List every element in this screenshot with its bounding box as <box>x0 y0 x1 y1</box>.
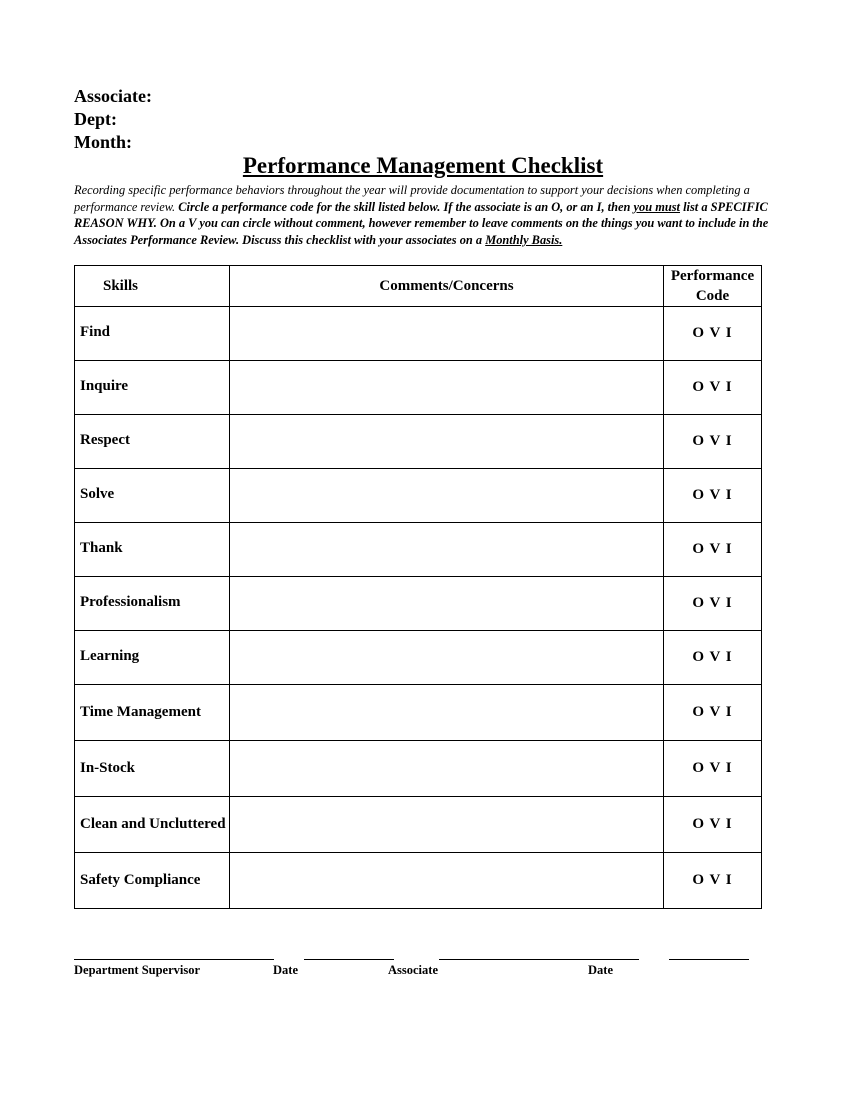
comment-cell[interactable] <box>230 415 664 469</box>
associate-signature-label: Associate <box>388 963 438 977</box>
performance-code-cell[interactable]: O V I <box>664 797 762 853</box>
table-row <box>75 469 762 523</box>
instructions-circle: Circle a performance code for the skill listed below. If the associate is an O, or an I, then <box>178 199 634 214</box>
instructions-reason: list a SPECIFIC REASON WHY. On a V you can circle without comment, however remember to leave comments on the things you want to include in the Associates Performance Review. Discuss this checklist with your associates on a <box>74 199 769 247</box>
dept-label: Dept: <box>74 109 117 129</box>
checklist-table <box>74 265 762 909</box>
comment-cell[interactable] <box>230 307 664 361</box>
instructions-paragraph <box>74 182 774 248</box>
comment-cell[interactable] <box>230 469 664 523</box>
skill-label: Respect <box>75 415 230 469</box>
performance-code-cell[interactable]: O V I <box>664 415 762 469</box>
performance-code-cell[interactable]: O V I <box>664 741 762 797</box>
performance-code-cell[interactable]: O V I <box>664 523 762 577</box>
skill-label: Safety Compliance <box>75 853 230 909</box>
performance-code-cell[interactable]: O V I <box>664 631 762 685</box>
skill-label: Inquire <box>75 361 230 415</box>
skill-label: Solve <box>75 469 230 523</box>
comment-cell[interactable] <box>230 853 664 909</box>
table-row <box>75 853 762 909</box>
header-skills: Skills <box>75 266 230 307</box>
comment-cell[interactable] <box>230 685 664 741</box>
performance-code-cell[interactable]: O V I <box>664 469 762 523</box>
skill-label: Find <box>75 307 230 361</box>
table-row <box>75 741 762 797</box>
table-row <box>75 577 762 631</box>
performance-code-cell[interactable]: O V I <box>664 685 762 741</box>
comment-cell[interactable] <box>230 631 664 685</box>
table-row <box>75 631 762 685</box>
associate-date-label: Date <box>588 963 613 977</box>
supervisor-date-line[interactable] <box>304 959 394 960</box>
table-row <box>75 523 762 577</box>
header-comments: Comments/Concerns <box>230 266 664 307</box>
performance-code-cell[interactable]: O V I <box>664 307 762 361</box>
table-row <box>75 685 762 741</box>
associate-date-line[interactable] <box>669 959 749 960</box>
supervisor-label: Department Supervisor <box>74 963 201 977</box>
table-row <box>75 307 762 361</box>
performance-code-cell[interactable]: O V I <box>664 853 762 909</box>
supervisor-date-label: Date <box>273 963 298 977</box>
comment-cell[interactable] <box>230 523 664 577</box>
skill-label: Time Management <box>75 685 230 741</box>
skill-label: In-Stock <box>75 741 230 797</box>
instructions-you-must: you must <box>633 199 680 214</box>
page-title: Performance Management Checklist <box>242 153 604 178</box>
supervisor-signature-line[interactable] <box>74 959 274 960</box>
table-row <box>75 415 762 469</box>
performance-code-cell[interactable]: O V I <box>664 577 762 631</box>
skill-label: Professionalism <box>75 577 230 631</box>
skill-label: Learning <box>75 631 230 685</box>
associate-label: Associate: <box>74 86 152 106</box>
comment-cell[interactable] <box>230 361 664 415</box>
instructions-intro: Recording specific performance behaviors throughout the year will provide documentation to support your decisions when completing a performance review. <box>74 183 750 214</box>
comment-cell[interactable] <box>230 741 664 797</box>
comment-cell[interactable] <box>230 577 664 631</box>
table-row <box>75 797 762 853</box>
instructions-monthly-basis: Monthly Basis. <box>485 232 563 247</box>
associate-signature-line[interactable] <box>439 959 639 960</box>
performance-code-cell[interactable]: O V I <box>664 361 762 415</box>
table-header-row <box>75 266 762 307</box>
skill-label: Clean and Uncluttered <box>75 797 230 853</box>
comment-cell[interactable] <box>230 797 664 853</box>
table-row <box>75 361 762 415</box>
month-label: Month: <box>74 132 132 152</box>
header-performance-code: Performance Code <box>664 266 762 307</box>
skill-label: Thank <box>75 523 230 577</box>
